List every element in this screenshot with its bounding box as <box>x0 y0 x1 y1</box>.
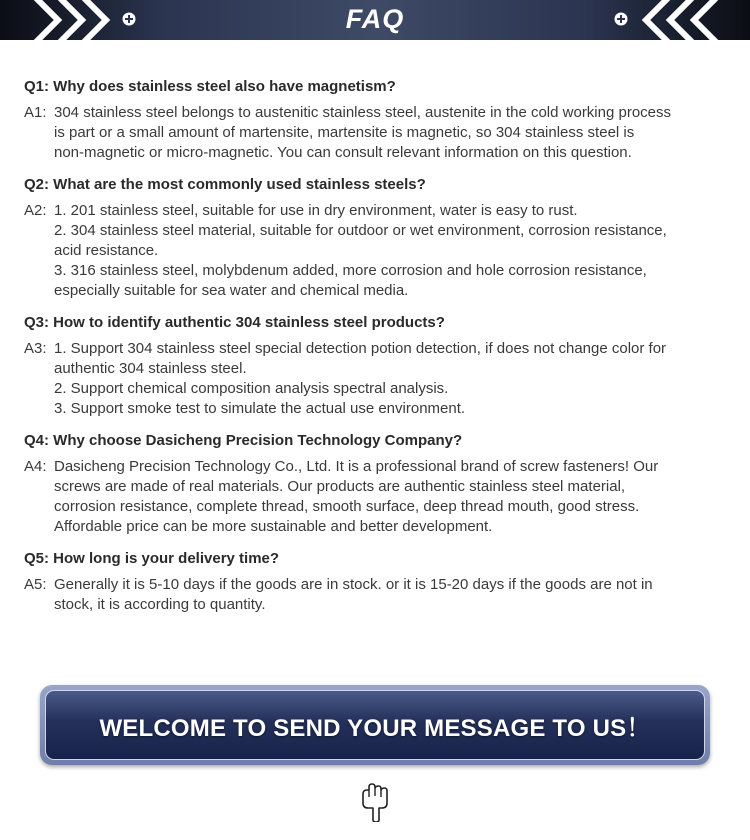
faq-question: Q5: How long is your delivery time? <box>24 550 280 567</box>
faq-item-q1 <box>24 77 734 163</box>
send-message-label: WELCOME TO SEND YOUR MESSAGE TO US！ <box>99 714 651 742</box>
answer-line: 304 stainless steel belongs to austenitic stainless steel, austenite in the cold working process <box>54 104 672 121</box>
pointing-hand-icon <box>359 782 393 822</box>
answer-line: especially suitable for sea water and chemical media. <box>54 282 409 299</box>
answer-prefix: A3: <box>24 340 47 357</box>
answer-line: 3. 316 stainless steel, molybdenum added, more corrosion and hole corrosion resistance, <box>54 262 647 279</box>
answer-line: 1. 201 stainless steel, suitable for use in dry environment, water is easy to rust. <box>54 202 578 219</box>
chevron-arrows-icon <box>632 0 732 40</box>
faq-item-q2 <box>24 175 734 301</box>
answer-prefix: A1: <box>24 104 47 121</box>
answer-line: 2. 304 stainless steel material, suitable for outdoor or wet environment, corrosion resistance, <box>54 222 667 239</box>
answer-prefix: A4: <box>24 458 47 475</box>
faq-list <box>24 77 734 627</box>
send-message-button[interactable] <box>40 685 710 765</box>
answer-line: screws are made of real materials. Our products are authentic stainless steel material, <box>54 478 626 495</box>
faq-answer <box>24 201 734 301</box>
faq-answer <box>24 339 734 419</box>
faq-item-q3 <box>24 313 734 419</box>
faq-item-q5 <box>24 549 734 615</box>
faq-item-q4 <box>24 431 734 537</box>
answer-prefix: A2: <box>24 202 47 219</box>
answer-line: corrosion resistance, complete thread, smooth surface, deep thread mouth, good stress. <box>54 498 640 515</box>
faq-question: Q3: How to identify authentic 304 stainless steel products? <box>24 314 445 331</box>
page-title: FAQ <box>345 4 405 34</box>
answer-line: non-magnetic or micro-magnetic. You can consult relevant information on this question. <box>54 144 632 161</box>
faq-answer <box>24 457 734 537</box>
answer-line: authentic 304 stainless steel. <box>54 360 247 377</box>
faq-question: Q2: What are the most commonly used stainless steels? <box>24 176 426 193</box>
faq-question: Q4: Why choose Dasicheng Precision Technology Company? <box>24 432 463 449</box>
answer-line: Affordable price can be more sustainable and better development. <box>54 518 493 535</box>
answer-prefix: A5: <box>24 576 47 593</box>
faq-question: Q1: Why does stainless steel also have magnetism? <box>24 78 396 95</box>
answer-line: Generally it is 5-10 days if the goods are in stock. or it is 15-20 days if the goods are not in <box>54 576 653 593</box>
send-message-button-face[interactable] <box>45 690 705 760</box>
answer-line: 2. Support chemical composition analysis spectral analysis. <box>54 380 449 397</box>
answer-line: Dasicheng Precision Technology Co., Ltd. It is a professional brand of screw fasteners! Our <box>54 458 659 475</box>
answer-line: 3. Support smoke test to simulate the actual use environment. <box>54 400 466 417</box>
faq-header-banner <box>0 0 750 40</box>
answer-line: 1. Support 304 stainless steel special detection potion detection, if does not change color for <box>54 340 667 357</box>
plus-circle-icon <box>614 12 628 26</box>
answer-line: stock, it is according to quantity. <box>54 596 266 613</box>
faq-answer <box>24 575 734 615</box>
answer-line: is part or a small amount of martensite, martensite is magnetic, so 304 stainless steel is <box>54 124 635 141</box>
faq-answer <box>24 103 734 163</box>
answer-line: acid resistance. <box>54 242 159 259</box>
